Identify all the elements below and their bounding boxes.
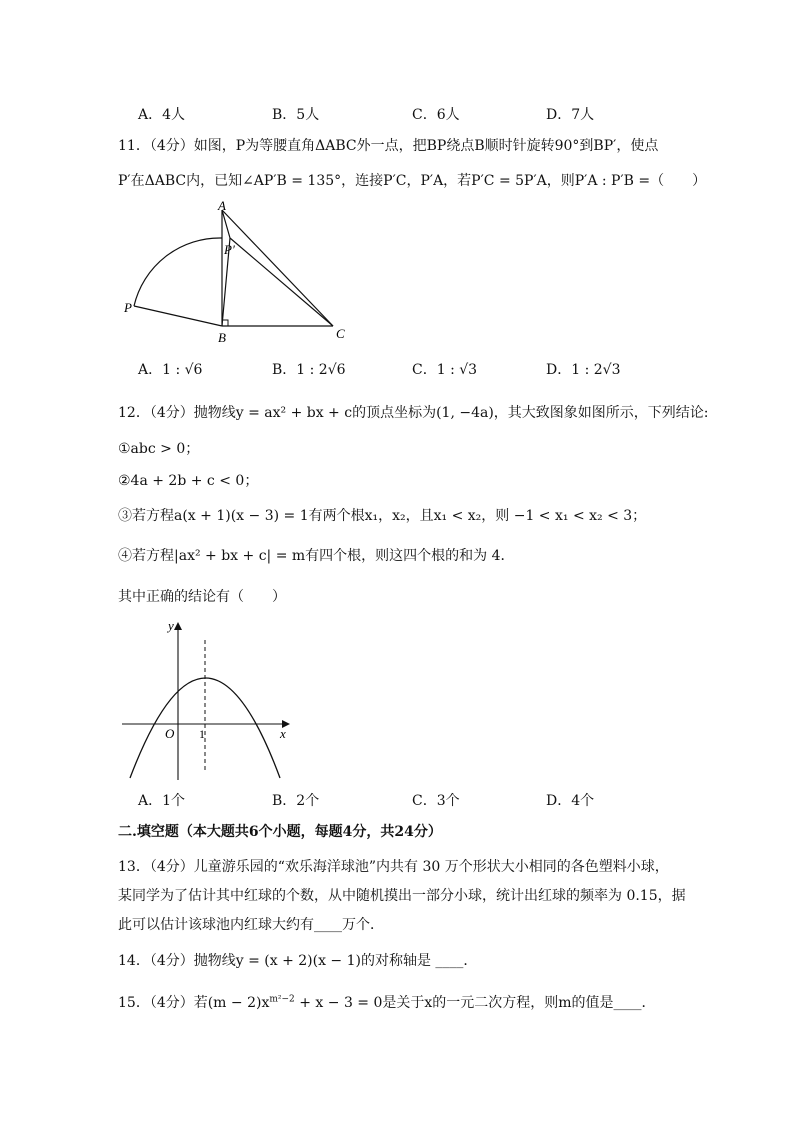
q12-graph: [118, 614, 298, 784]
q11-label-p: P: [124, 300, 132, 315]
q11-option-b: B．1 : 2√6: [272, 362, 346, 378]
q11-option-c: C．1 : √3: [412, 362, 478, 378]
q13-line3: 此可以估计该球池内红球大约有____万个．: [118, 917, 384, 933]
q11-arc: [134, 238, 222, 306]
q11-label-b: B: [218, 330, 226, 345]
q12-option-d: D．4个: [546, 793, 595, 809]
q12-y-arrow-icon: [174, 622, 182, 630]
q11-stem-line2: P′在ΔABC内，已知∠AP′B = 135°，连接P′C，P′A，若P′C = 5P′A，则P′A : P′B =（ ）: [118, 173, 707, 189]
q11-option-a: A．1 : √6: [138, 362, 203, 378]
q13-line1: 13．（4分）儿童游乐园的“欢乐海洋球池”内共有 30 万个形状大小相同的各色塑料小球，: [118, 859, 669, 875]
q12-option-a: A．1个: [138, 793, 186, 809]
q12-stem: 12．（4分）抛物线y = ax² + bx + c的顶点坐标为(1, −4a)，其大致图象如图所示，下列结论:: [118, 405, 709, 421]
section2-title: 二.填空题（本大题共6个小题，每题4分，共24分）: [118, 824, 442, 840]
q11-segment-pb: [134, 306, 222, 326]
q12-conclusion-1: ①abc > 0；: [118, 441, 200, 457]
q11-label-p-prime: P′: [224, 242, 235, 257]
q10-option-c: C．6人: [412, 107, 460, 123]
q13-line2: 某同学为了估计其中红球的个数，从中随机摸出一部分小球，统计出红球的频率为 0.15，据: [118, 888, 686, 904]
q12-conclusion-2: ②4a + 2b + c < 0；: [118, 473, 259, 489]
q10-option-a: A．4人: [138, 107, 186, 123]
q14-text: 14．（4分）抛物线y = (x + 2)(x − 1)的对称轴是 ____．: [118, 953, 478, 969]
q12-conclusion-4: ④若方程|ax² + bx + c| = m有四个根，则这四个根的和为 4．: [118, 548, 515, 564]
q11-figure: [118, 198, 358, 346]
q12-label-y: y: [168, 618, 174, 633]
q15-text: [118, 992, 656, 1012]
q11-segment-ac: [222, 210, 333, 326]
q15-exponent: m²−2: [269, 994, 295, 1005]
q15-post: + x − 3 = 0是关于x的一元二次方程，则m的值是____．: [294, 995, 656, 1011]
q10-option-b: B．5人: [272, 107, 320, 123]
q12-label-one: 1: [199, 727, 205, 741]
q12-label-origin: O: [165, 726, 175, 741]
q11-label-a: A: [218, 198, 226, 213]
q12-option-b: B．2个: [272, 793, 320, 809]
q11-option-d: D．1 : 2√3: [546, 362, 621, 378]
q11-label-c: C: [336, 326, 345, 341]
q11-segment-pc: [230, 238, 333, 326]
q12-question: 其中正确的结论有（ ）: [118, 589, 286, 605]
q12-conclusion-3: ③若方程a(x + 1)(x − 3) = 1有两个根x₁，x₂，且x₁ < x₂，则 −1 < x₁ < x₂ < 3；: [118, 508, 647, 524]
q12-label-x: x: [280, 726, 286, 741]
q10-option-d: D．7人: [546, 107, 595, 123]
q12-option-c: C．3个: [412, 793, 460, 809]
q15-pre: 15．（4分）若(m − 2)x: [118, 995, 270, 1011]
q11-stem-line1: 11．（4分）如图，P为等腰直角ΔABC外一点，把BP绕点B顺时针旋转90°到BP′，使点: [118, 138, 659, 154]
